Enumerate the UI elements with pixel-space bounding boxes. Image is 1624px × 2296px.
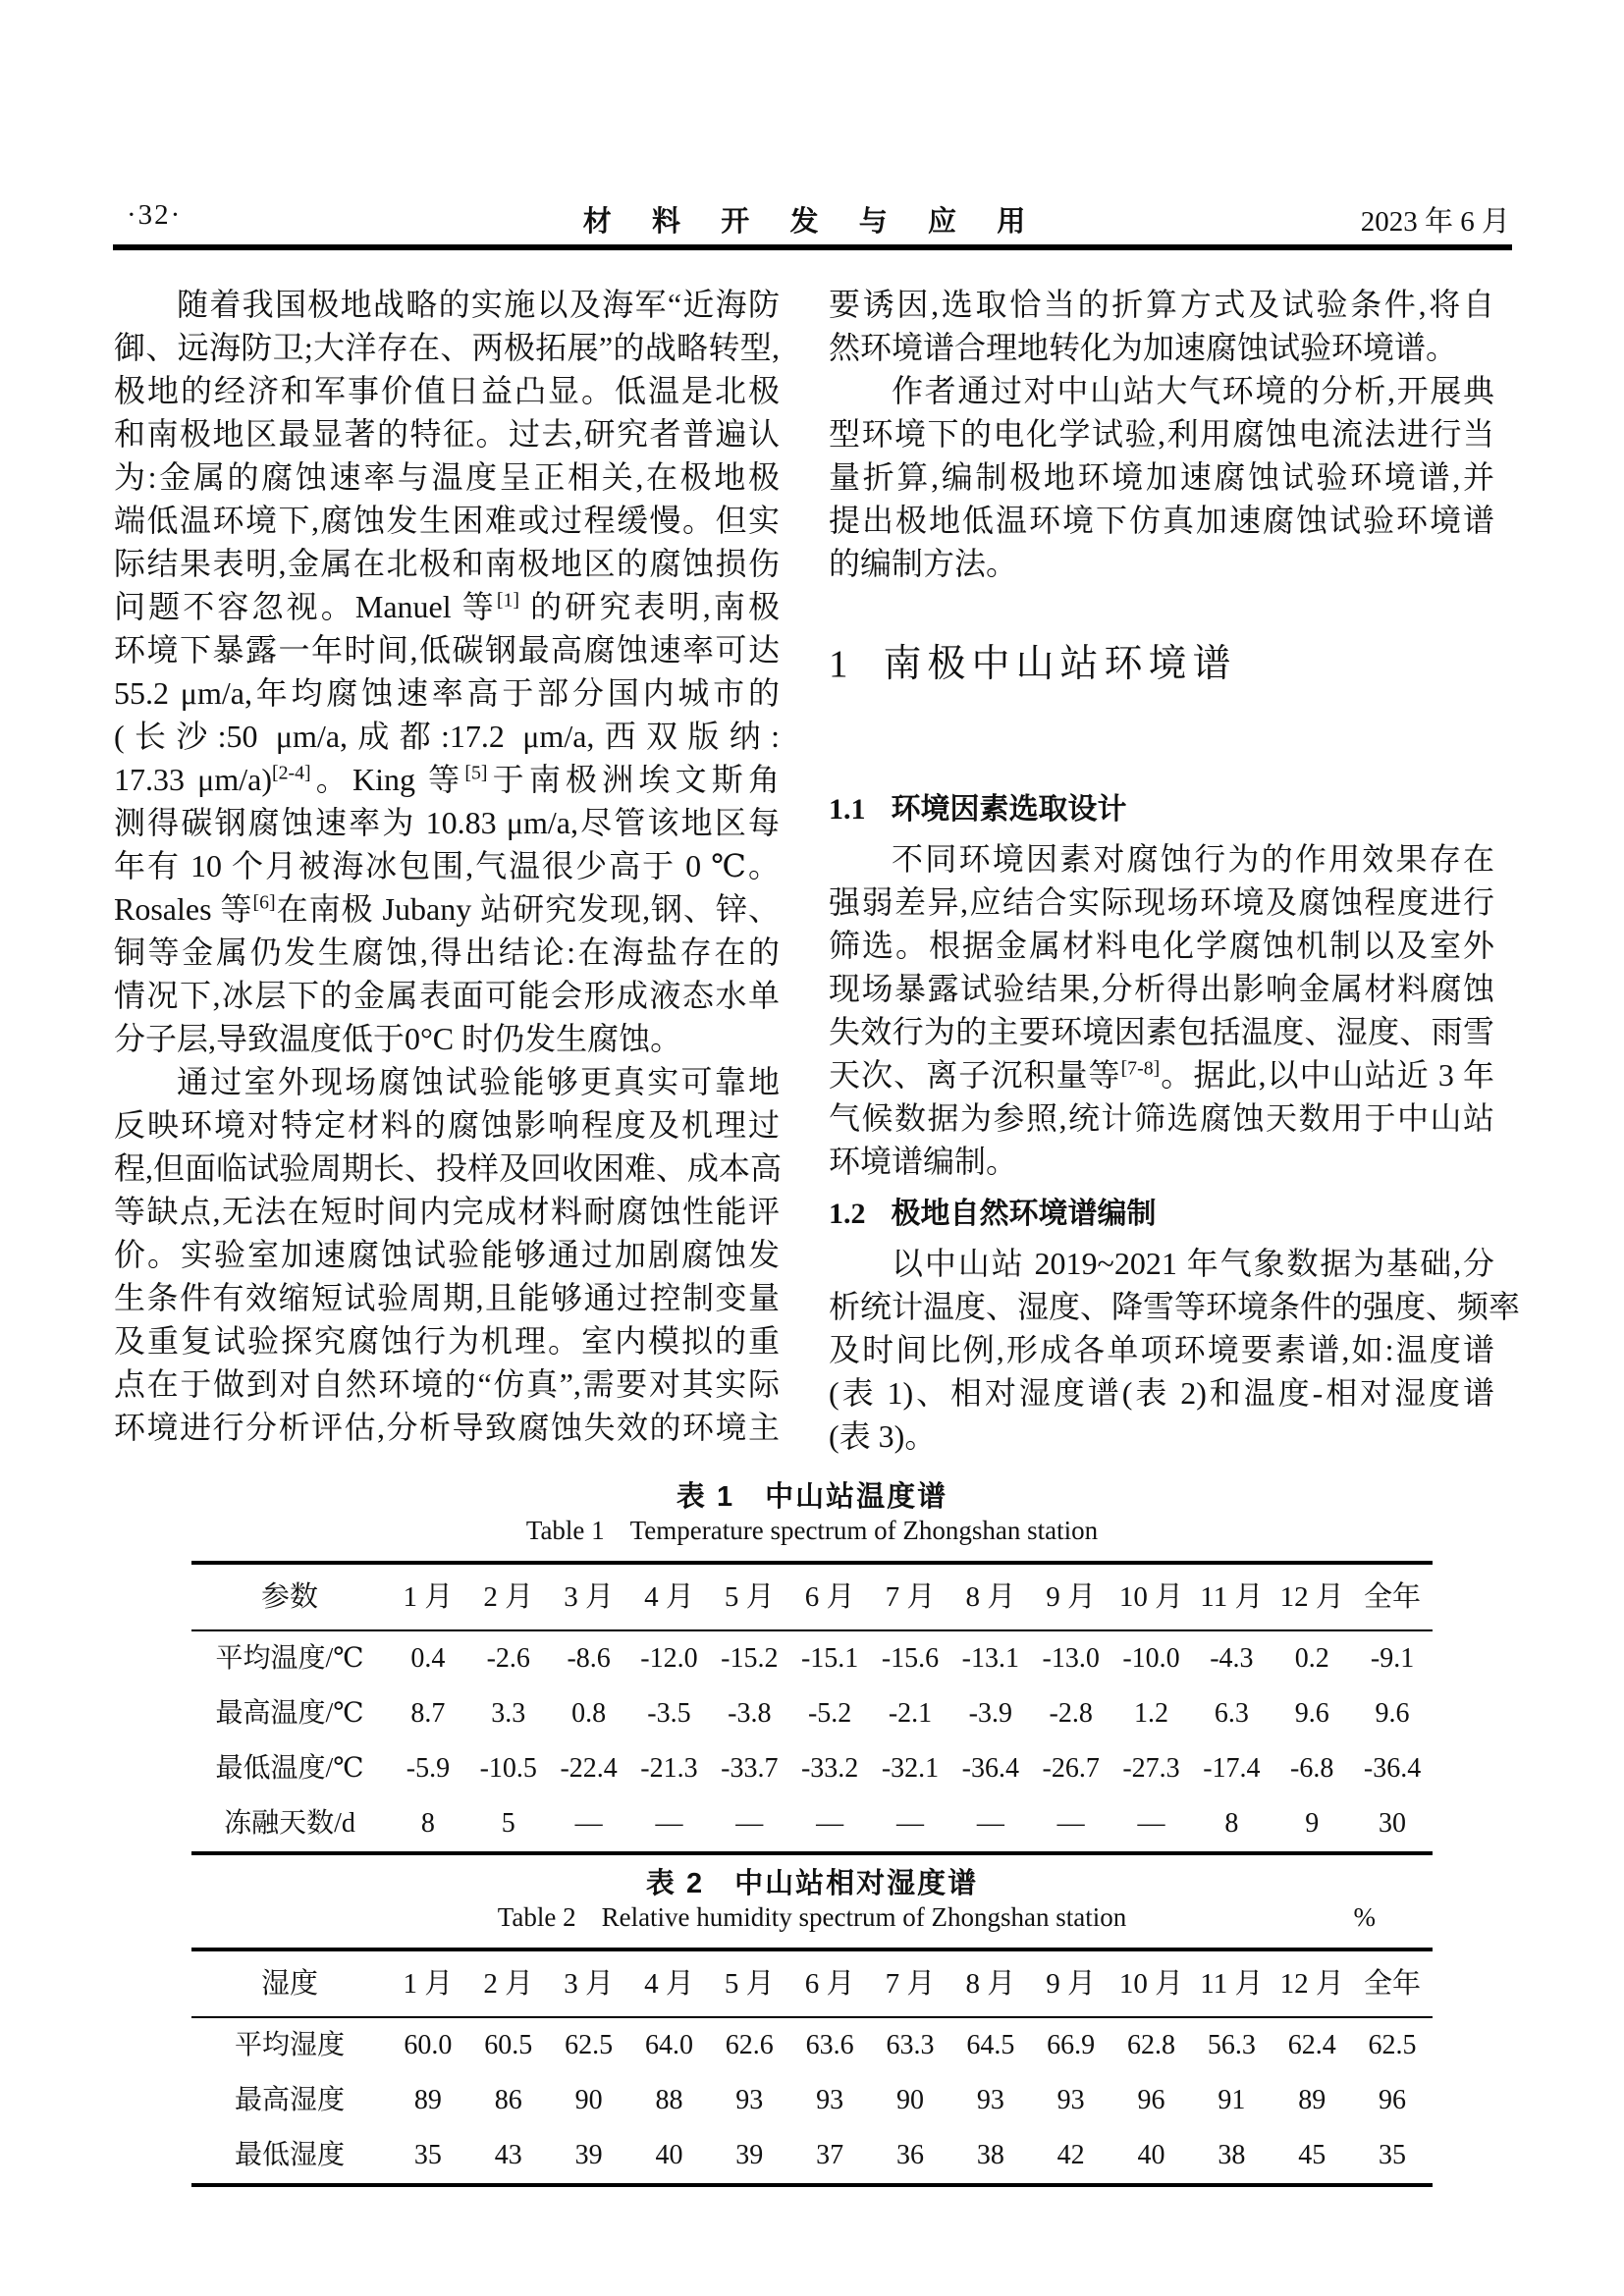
table-cell: -10.0 bbox=[1122, 1643, 1180, 1674]
table2-header-row bbox=[191, 1951, 1433, 2016]
table-cell: -6.8 bbox=[1290, 1753, 1334, 1784]
table-cell: -3.5 bbox=[647, 1698, 691, 1729]
column-header: 10 月 bbox=[1118, 1581, 1184, 1613]
subsection-1-2-body bbox=[829, 1242, 1521, 1458]
header-rule bbox=[113, 244, 1512, 250]
table-cell: — bbox=[735, 1808, 764, 1839]
table-cell: -22.4 bbox=[560, 1753, 618, 1784]
text-line: 等缺点,无法在短时间内完成材料耐腐蚀性能评 bbox=[114, 1194, 780, 1229]
table-cell: -15.6 bbox=[881, 1643, 940, 1674]
table-cell: 60.5 bbox=[484, 2030, 533, 2060]
table2-rule-bottom bbox=[191, 2183, 1433, 2187]
column-header: 1 月 bbox=[403, 1968, 454, 2000]
text-line: 和南极地区最显著的特征。过去,研究者普遍认 bbox=[114, 416, 780, 452]
table1-caption-en-label: Table 1 bbox=[525, 1516, 605, 1545]
table-cell: 63.3 bbox=[886, 2030, 935, 2060]
table-cell: 3.3 bbox=[491, 1698, 526, 1729]
text-line: 问题不容忽视。Manuel 等[1] 的研究表明,南极 bbox=[114, 589, 780, 624]
table1-caption-en-title: Temperature spectrum of Zhongshan station bbox=[629, 1516, 1099, 1545]
text-line: 环境下暴露一年时间,低碳钢最高腐蚀速率可达 bbox=[114, 632, 780, 667]
paragraph bbox=[114, 1060, 783, 1449]
table1-body bbox=[191, 1631, 1433, 1851]
text-line: 型环境下的电化学试验,利用腐蚀电流法进行当 bbox=[829, 416, 1494, 452]
table-cell: -13.0 bbox=[1042, 1643, 1100, 1674]
table2-caption-zh: 表 2 中山站相对湿度谱 bbox=[645, 1868, 979, 1899]
paragraph bbox=[829, 1242, 1521, 1458]
text-line: 筛选。根据金属材料电化学腐蚀机制以及室外 bbox=[829, 928, 1494, 963]
table-cell: 平均湿度 bbox=[234, 2030, 345, 2060]
subsection-1-1-body bbox=[829, 837, 1494, 1183]
table-cell: 62.5 bbox=[565, 2030, 614, 2060]
column-header: 湿度 bbox=[260, 1968, 318, 2000]
text-line: 不同环境因素对腐蚀行为的作用效果存在 bbox=[892, 841, 1494, 877]
text-line: 环境进行分析评估,分析导致腐蚀失效的环境主 bbox=[114, 1410, 780, 1445]
column-header: 6 月 bbox=[804, 1968, 855, 2000]
text-line: 情况下,冰层下的金属表面可能会形成液态水单 bbox=[114, 978, 780, 1013]
table-cell: -3.9 bbox=[968, 1698, 1012, 1729]
table-row bbox=[191, 2128, 1433, 2183]
text-line: 及重复试验探究腐蚀行为机理。室内模拟的重 bbox=[114, 1323, 780, 1359]
table-cell: -13.1 bbox=[961, 1643, 1019, 1674]
text-line: 以中山站 2019~2021 年气象数据为基础,分 bbox=[892, 1246, 1494, 1281]
table-cell: — bbox=[895, 1808, 924, 1839]
table-cell: 93 bbox=[816, 2085, 844, 2115]
table-cell: 64.0 bbox=[644, 2030, 693, 2060]
intro-continued bbox=[829, 283, 1494, 585]
table-cell: — bbox=[574, 1808, 603, 1839]
table-cell: 冻融天数/d bbox=[224, 1808, 355, 1839]
table1-rule-bottom bbox=[191, 1851, 1433, 1855]
text-line: 为:金属的腐蚀速率与温度呈正相关,在极地极 bbox=[114, 459, 780, 495]
table-cell: — bbox=[1056, 1808, 1085, 1839]
text-line: 分子层,导致温度低于0°C 时仍发生腐蚀。 bbox=[114, 1021, 682, 1056]
text-line: (长沙:50 μm/a,成都:17.2 μm/a,西双版纳: bbox=[114, 719, 780, 754]
column-header: 8 月 bbox=[965, 1581, 1016, 1613]
journal-title: 材 料 开 发 与 应 用 bbox=[582, 206, 1043, 238]
text-line: 随着我国极地战略的实施以及海军“近海防 bbox=[177, 287, 780, 322]
text-line: 作者通过对中山站大气环境的分析,开展典 bbox=[892, 373, 1494, 408]
table-cell: -36.4 bbox=[961, 1753, 1019, 1784]
text-line: 强弱差异,应结合实际现场环境及腐蚀程度进行 bbox=[829, 884, 1494, 920]
table-cell: 1.2 bbox=[1134, 1698, 1169, 1729]
text-line: 及时间比例,形成各单项环境要素谱,如:温度谱 bbox=[829, 1332, 1494, 1367]
table-cell: — bbox=[816, 1808, 844, 1839]
section-number: 1 bbox=[829, 643, 848, 685]
subsection-number: 1.2 bbox=[829, 1198, 866, 1230]
table-cell: 89 bbox=[1298, 2085, 1326, 2115]
table-cell: 89 bbox=[413, 2085, 442, 2115]
paragraph bbox=[829, 369, 1494, 585]
section-1-heading bbox=[829, 639, 1494, 690]
table-cell: 平均温度/℃ bbox=[215, 1643, 364, 1674]
text-line: 极地的经济和军事价值日益凸显。低温是北极 bbox=[114, 373, 780, 408]
table-cell: 64.5 bbox=[966, 2030, 1015, 2060]
text-line: 测得碳钢腐蚀速率为 10.83 μm/a,尽管该地区每 bbox=[114, 805, 780, 840]
table-cell: 62.5 bbox=[1368, 2030, 1417, 2060]
text-line: 17.33 μm/a)[2-4]。King 等[5]于南极洲埃文斯角 bbox=[114, 762, 780, 797]
table-cell: 0.8 bbox=[571, 1698, 607, 1729]
column-header: 8 月 bbox=[965, 1968, 1016, 2000]
table-cell: 40 bbox=[1137, 2140, 1165, 2170]
subsection-1-1-heading bbox=[829, 788, 1494, 831]
column-header: 3 月 bbox=[564, 1968, 614, 2000]
issue-date: 2023 年 6 月 bbox=[1360, 206, 1510, 238]
subsection-1-2-heading bbox=[829, 1193, 1494, 1236]
page-number: ·32· bbox=[127, 199, 183, 231]
table-cell: 90 bbox=[574, 2085, 603, 2115]
table-cell: 90 bbox=[895, 2085, 924, 2115]
text-line: 反映环境对特定材料的腐蚀影响程度及机理过 bbox=[114, 1107, 780, 1143]
text-line: 天次、离子沉积量等[7-8]。据此,以中山站近 3 年 bbox=[829, 1057, 1494, 1093]
table-cell: 最高湿度 bbox=[234, 2085, 345, 2115]
text-line: 55.2 μm/a,年均腐蚀速率高于部分国内城市的 bbox=[114, 675, 780, 711]
table-cell: 38 bbox=[976, 2140, 1004, 2170]
table-cell: 9 bbox=[1305, 1808, 1320, 1839]
table-cell: 96 bbox=[1379, 2085, 1407, 2115]
column-header: 11 月 bbox=[1200, 1968, 1264, 2000]
text-line: 气候数据为参照,统计筛选腐蚀天数用于中山站 bbox=[829, 1100, 1494, 1136]
text-line: 端低温环境下,腐蚀发生困难或过程缓慢。但实 bbox=[114, 503, 780, 538]
running-head bbox=[113, 199, 1512, 240]
column-header: 7 月 bbox=[885, 1581, 936, 1613]
subsection-title: 环境因素选取设计 bbox=[891, 793, 1127, 826]
table-cell: 60.0 bbox=[404, 2030, 453, 2060]
table-cell: -2.6 bbox=[486, 1643, 530, 1674]
table-cell: -8.6 bbox=[567, 1643, 611, 1674]
column-header: 7 月 bbox=[885, 1968, 936, 2000]
table-cell: — bbox=[655, 1808, 683, 1839]
table1-caption-zh: 表 1 中山站温度谱 bbox=[676, 1481, 948, 1513]
table1-header-row bbox=[191, 1565, 1433, 1629]
column-header: 全年 bbox=[1364, 1968, 1422, 2000]
column-header: 5 月 bbox=[724, 1581, 775, 1613]
text-line: 失效行为的主要环境因素包括温度、湿度、雨雪 bbox=[829, 1014, 1494, 1049]
table-cell: 35 bbox=[1379, 2140, 1407, 2170]
table2-caption-en-title: Relative humidity spectrum of Zhongshan station bbox=[601, 1902, 1127, 1932]
column-header: 9 月 bbox=[1046, 1581, 1097, 1613]
text-line: 际结果表明,金属在北极和南极地区的腐蚀损伤 bbox=[114, 546, 780, 581]
table-cell: -4.3 bbox=[1210, 1643, 1254, 1674]
table-cell: -5.9 bbox=[406, 1753, 451, 1784]
paragraph bbox=[114, 283, 780, 1060]
table-cell: 93 bbox=[735, 2085, 764, 2115]
table-cell: 9.6 bbox=[1375, 1698, 1410, 1729]
column-header: 11 月 bbox=[1200, 1581, 1264, 1613]
text-line: 环境谱编制。 bbox=[829, 1144, 1018, 1179]
table-row bbox=[191, 1631, 1433, 1686]
table-cell: 最低温度/℃ bbox=[215, 1753, 364, 1784]
left-column bbox=[114, 283, 783, 1449]
table-cell: -12.0 bbox=[640, 1643, 698, 1674]
table2-unit: % bbox=[1353, 1902, 1376, 1932]
table-cell: 86 bbox=[494, 2085, 522, 2115]
table-cell: -27.3 bbox=[1122, 1753, 1180, 1784]
subsection-title: 极地自然环境谱编制 bbox=[891, 1198, 1157, 1230]
table-cell: 38 bbox=[1218, 2140, 1246, 2170]
table-row bbox=[191, 1796, 1433, 1851]
paragraph bbox=[829, 837, 1494, 1183]
column-header: 2 月 bbox=[483, 1968, 534, 2000]
table1-caption-en bbox=[191, 1516, 1433, 1546]
table-cell: 62.6 bbox=[725, 2030, 774, 2060]
column-header: 12 月 bbox=[1279, 1968, 1344, 2000]
table-cell: -36.4 bbox=[1363, 1753, 1422, 1784]
table-cell: -17.4 bbox=[1203, 1753, 1261, 1784]
table-cell: 42 bbox=[1056, 2140, 1085, 2170]
table-cell: 30 bbox=[1379, 1808, 1407, 1839]
column-header: 12 月 bbox=[1279, 1581, 1344, 1613]
table2-body bbox=[191, 2018, 1433, 2183]
table-cell: -3.8 bbox=[728, 1698, 772, 1729]
table-cell: 43 bbox=[494, 2140, 522, 2170]
table-cell: 45 bbox=[1298, 2140, 1326, 2170]
table-cell: -15.2 bbox=[721, 1643, 779, 1674]
table-cell: 0.2 bbox=[1294, 1643, 1329, 1674]
table-cell: 8 bbox=[420, 1808, 435, 1839]
text-line: 价。实验室加速腐蚀试验能够通过加剧腐蚀发 bbox=[114, 1237, 780, 1272]
table-cell: 96 bbox=[1137, 2085, 1165, 2115]
section-title: 南极中山站环境谱 bbox=[883, 643, 1237, 685]
table-cell: 0.4 bbox=[410, 1643, 446, 1674]
column-header: 3 月 bbox=[564, 1581, 614, 1613]
table-cell: 最高温度/℃ bbox=[215, 1698, 364, 1729]
text-line: (表 3)。 bbox=[829, 1418, 937, 1454]
table-cell: -2.8 bbox=[1049, 1698, 1093, 1729]
table-cell: 最低湿度 bbox=[234, 2140, 345, 2170]
table-cell: 40 bbox=[655, 2140, 683, 2170]
table-cell: 93 bbox=[976, 2085, 1004, 2115]
column-header: 5 月 bbox=[724, 1968, 775, 2000]
text-line: 生条件有效缩短试验周期,且能够通过控制变量 bbox=[114, 1280, 780, 1315]
table-cell: 62.4 bbox=[1287, 2030, 1336, 2060]
column-header: 2 月 bbox=[483, 1581, 534, 1613]
table-cell: 8 bbox=[1224, 1808, 1239, 1839]
text-line: 的编制方法。 bbox=[829, 546, 1018, 581]
column-header: 4 月 bbox=[644, 1968, 694, 2000]
table-cell: 9.6 bbox=[1294, 1698, 1329, 1729]
column-header: 9 月 bbox=[1046, 1968, 1097, 2000]
table-cell: 56.3 bbox=[1207, 2030, 1256, 2060]
table-cell: -32.1 bbox=[881, 1753, 940, 1784]
table2 bbox=[191, 1948, 1433, 2187]
table-cell: 39 bbox=[574, 2140, 603, 2170]
table-cell: -2.1 bbox=[888, 1698, 933, 1729]
table-cell: 39 bbox=[735, 2140, 764, 2170]
text-line: 然环境谱合理地转化为加速腐蚀试验环境谱。 bbox=[829, 330, 1458, 365]
table-row bbox=[191, 1686, 1433, 1741]
table-cell: -26.7 bbox=[1042, 1753, 1100, 1784]
text-line: 现场暴露试验结果,分析得出影响金属材料腐蚀 bbox=[829, 971, 1494, 1006]
text-line: 通过室外现场腐蚀试验能够更真实可靠地 bbox=[177, 1064, 780, 1099]
table-cell: 36 bbox=[895, 2140, 924, 2170]
table-row bbox=[191, 2018, 1433, 2073]
column-header: 10 月 bbox=[1118, 1968, 1184, 2000]
table-cell: 5 bbox=[501, 1808, 515, 1839]
table-cell: 66.9 bbox=[1047, 2030, 1096, 2060]
text-line: Rosales 等[6]在南极 Jubany 站研究发现,钢、锌、 bbox=[114, 891, 780, 927]
table-cell: 93 bbox=[1056, 2085, 1085, 2115]
column-header: 1 月 bbox=[403, 1581, 454, 1613]
text-line: 析统计温度、湿度、降雪等环境条件的强度、频率 bbox=[829, 1289, 1521, 1324]
table-cell: 35 bbox=[413, 2140, 442, 2170]
table-cell: -15.1 bbox=[800, 1643, 859, 1674]
table-cell: -9.1 bbox=[1370, 1643, 1415, 1674]
table-cell: — bbox=[976, 1808, 1004, 1839]
table2-caption-en bbox=[191, 1902, 1433, 1933]
text-line: 量折算,编制极地环境加速腐蚀试验环境谱,并 bbox=[829, 459, 1494, 495]
text-line: 程,但面临试验周期长、投样及回收困难、成本高 bbox=[114, 1150, 783, 1186]
table-cell: 63.6 bbox=[805, 2030, 854, 2060]
table-cell: 91 bbox=[1218, 2085, 1246, 2115]
table-cell: -33.7 bbox=[721, 1753, 779, 1784]
text-line: 点在于做到对自然环境的“仿真”,需要对其实际 bbox=[114, 1366, 780, 1402]
column-header: 参数 bbox=[260, 1581, 318, 1613]
column-header: 6 月 bbox=[804, 1581, 855, 1613]
table-cell: 88 bbox=[655, 2085, 683, 2115]
table-cell: -33.2 bbox=[800, 1753, 859, 1784]
table-cell: 8.7 bbox=[410, 1698, 446, 1729]
table-cell: -5.2 bbox=[807, 1698, 852, 1729]
table-cell: — bbox=[1137, 1808, 1165, 1839]
text-line: (表 1)、相对湿度谱(表 2)和温度-相对湿度谱 bbox=[829, 1375, 1494, 1411]
column-header: 4 月 bbox=[644, 1581, 694, 1613]
text-line: 要诱因,选取恰当的折算方式及试验条件,将自 bbox=[829, 287, 1494, 322]
table-cell: 37 bbox=[816, 2140, 844, 2170]
table-row bbox=[191, 2073, 1433, 2128]
table-cell: -21.3 bbox=[640, 1753, 698, 1784]
table-cell: 62.8 bbox=[1127, 2030, 1176, 2060]
table-cell: -10.5 bbox=[479, 1753, 537, 1784]
table2-caption-en-label: Table 2 bbox=[497, 1902, 576, 1932]
text-line: 铜等金属仍发生腐蚀,得出结论:在海盐存在的 bbox=[114, 934, 780, 970]
table1 bbox=[191, 1561, 1433, 1855]
table-row bbox=[191, 1741, 1433, 1796]
text-line: 提出极地低温环境下仿真加速腐蚀试验环境谱 bbox=[829, 503, 1494, 538]
text-line: 年有 10 个月被海冰包围,气温很少高于 0 ℃。 bbox=[114, 848, 780, 883]
subsection-number: 1.1 bbox=[829, 793, 866, 826]
text-line: 御、远海防卫;大洋存在、两极拓展”的战略转型, bbox=[114, 330, 780, 365]
paragraph bbox=[829, 283, 1494, 369]
column-header: 全年 bbox=[1364, 1581, 1422, 1613]
table-cell: 6.3 bbox=[1214, 1698, 1249, 1729]
right-column bbox=[829, 283, 1521, 1458]
